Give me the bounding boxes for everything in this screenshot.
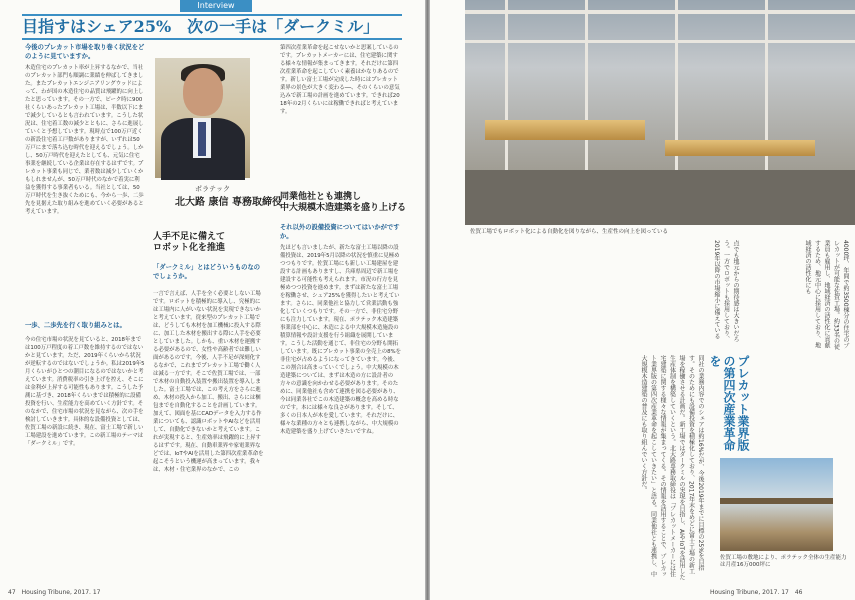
folio-left: 47 Housing Tribune, 2017. 17 bbox=[8, 589, 101, 596]
answer-1-text: 木造住宅のプレカット率が上昇するなかで、当社のプレカット部門も順調に業績を伸ばしてきました。またプレカットエンジニアリングウッドによって、わが国の木造住宅の品質は飛躍的に向上したと思っています。その一方で、ピーク時に900社くらいあったプレカット工場は、半数以下にまで減少しているとも言われています。こうした状況は、住宅着工数の減少とともに、さらに進展していくと予想しています。現時点で100万戸近くの新設住宅着工戸数がありますが、いずれは50万戸にまで落ち込む時代を迎えるでしょう。しかし、50万戸時代を迎えたとしても、元気に住宅事業を継続している企業は存在するはずです。プレカット事業も同じで、業者数は減少していくかもしれませんが、50万戸時代のなかで着実に利益を獲得する事業者もいる。当社としては、50万戸時代を生き抜くためにも、今から一歩、二歩先を見据えた取り組みを進めていく必要があると考えています。 bbox=[25, 65, 144, 215]
answer-3-text: 一言で言えば、人手を全く必要としない工場です。ロボットを積極的に導入し、究極的には工場内に人がいない状況を実現できないかと考えています。従来型のプレカット工場では、どうしても木材を加工機械に投入する際に、加工した木材を搬出する際に人手を必要としていました。しかも、重い木材を運搬する必要があるので、女性や高齢者では難しい面があるのです。今後、人手不足が深刻化するなかで、これまでプレカット工場で働く人は減る一方です。そこで佐賀工場では、一部で木材の自動投入装置や搬出装置を導入しました。富士工場では、この考え方をさらに進め、木材の投入から加工、搬出、さらには梱包までを自動化することを計画しています。加えて、図面を基にCADデータを入力する作業についても、認識ロボットやAIなどを活用して、自動化できないかと考えています。これが実現すると、生産効率は飛躍的に上昇するはずです。現在、自動車業界や家電業界などでは、IoTやAIを活用した第四次産業革命を起こそうという機運が高まっています。我々は、木材・住宅業界のなかで、この bbox=[153, 291, 264, 473]
vertical-headline: プレカット業界版の第四次産業革命を bbox=[708, 355, 750, 451]
question-3: 「ダークミル」とはどういうものなのでしょうか。 bbox=[153, 264, 261, 280]
question-1: 今後のプレカット市場を取り巻く状況をどのように見ていますか。 bbox=[25, 44, 145, 60]
question-4: それ以外の設備投資についてはいかがですか。 bbox=[280, 224, 400, 240]
subhead-robot: 人手不足に備えて ロボット化を推進 bbox=[153, 232, 226, 253]
answer-2-text: 今の住宅市場の状況を見ていると、2018年までは100万戸程度の着工戸数を維持するのではないかと見ています。ただ、2019年くらいから状況が逆転するのではないでしょうか。私は2019年5月くらいがひとつの潮目になるのではないかと考えています。消費税率の引き上げを控え、そこには金利が上昇する可能性もあります。こうした予測に基づき、2018年くらいまでは積極的に設備投資を行い、生産能力を高めていく方針です。そのなかで、住宅市場の状況を見ながら、次の手を検討していきます。具体的な設備投資としては、佐賀工場の新設に続き、現在、富士工場で新しい工場建設を進めています。この新工場のテーマは「ダークミル」です。 bbox=[25, 337, 145, 447]
body-column-2: 点でも地元からの期待感は大きいだろう。一方でロボットも採用しており、2019年以降の市場縮小に備えている bbox=[713, 240, 739, 342]
interview-tab: Interview bbox=[180, 0, 252, 12]
portrait-company: ポラテック bbox=[195, 185, 230, 193]
body-column-main: 同社の業務内容でのシェアは約16%だが、今後2019年までに目標の25%を目指す。そのためにも設備投資を積極化しており、2017年末をめどに富士工場の新工場を稼働させる計画だ。新工場ではダークミルの実現を目指し、AIやIoTを活用した生産体制を構築していくという。北大路専務取締役は「プレカットメーカーには住宅建築に関する様々な情報が集まってくる。その情報を活用することで、プレカット業界版の第四次産業革命を起こしていきたい」と語る。同業他社とも連携し、中大規模木造建築の普及にも取り組んでいく方針だ。 bbox=[640, 355, 704, 580]
question-2: 一歩、二歩先を行く取り組みとは。 bbox=[25, 322, 126, 329]
answer-4-text: 先ほども言いましたが、新たな富士工場以降の設備投資は、2019年5月以降の状況を慎重に見極めつつもりです。佐賀工場にも新しい工場建屋を建設する計画もありますし、兵庫県周辺で新工場を建設する可能性も考えられます。市況の行方を見極めつつ投資を進めます。まずは新たな富士工場を稼働させ、シェア25%を獲得したいと考えています。さらに、同業他社と協力して営業活動も強化していくつもりです。その一方で、非住宅分野にも注力しています。現在、ポラテック木造建築事業部を中心に、木造による中大規模木造施設の積算情報や設計支援を行う組織を展開しています。こうした活動を通じて、非住宅の分野も開拓しています。既にプレカット事業の全売上の8%を非住宅が占めるようになってきています。今後、この割合は高まっていくでしょう。中大規模の木造建築については、まずは木造の方に設計者の方々の意識を向かわせる必要があります。そのために、同業他社も含めて連携を図る必要があり、今は同業各社でこの木造建築の概念を高める時なのです。本には様々な良さがあります。そして、多くの日本人が木を愛しています。それだけに、様々な業種の方々とも連携しながら、中大規模の木造建築を盛り上げていきたいですね。 bbox=[280, 245, 402, 435]
subhead-collaboration: 同業他社とも連携し 中大規模木造建築を盛り上げる bbox=[280, 192, 407, 213]
body-column-1: 4000坪、年間で約3500棟分の住宅のプレカットが可能な佐賀工場。約33名の従業員も雇用し、地域経済の活性化に貢献するため、地元中心に採用しており、地域経済の活性化にも bbox=[804, 240, 849, 350]
folio-right: Housing Tribune, 2017. 17 46 bbox=[710, 589, 803, 596]
photo-caption-1: 佐賀工場でもロボット化による自動化を図りながら、生産性の向上を図っている bbox=[470, 229, 669, 235]
factory-robot-photo bbox=[465, 0, 855, 225]
portrait-name: 北大路 康信 専務取締役 bbox=[175, 197, 282, 208]
answer-3-continued: 第四次産業革命を起こせないかと思案しているのです。プレカットメーカーには、住宅建築に関する様々な情報が集まってきます。それだけに第四次産業革命を起こしていく素養はかなりあるのです。新しい富士工場が完成した時にはプレカット業界の景色が大きく変わる──、そのくらいの意気込みで新工場の計画を進めています。できれば2018年の2月くらいには稼働できればと考えています。 bbox=[280, 45, 400, 115]
left-page bbox=[0, 0, 425, 600]
photo-caption-2: 佐賀工場の敷地により、ポラテック全体の生産能力は月産16万000坪に bbox=[720, 555, 847, 568]
page-headline: 目指すはシェア25% 次の一手は「ダークミル」 bbox=[22, 14, 402, 40]
factory-exterior-photo bbox=[720, 458, 833, 551]
right-page bbox=[430, 0, 855, 600]
executive-portrait-photo bbox=[155, 58, 250, 178]
